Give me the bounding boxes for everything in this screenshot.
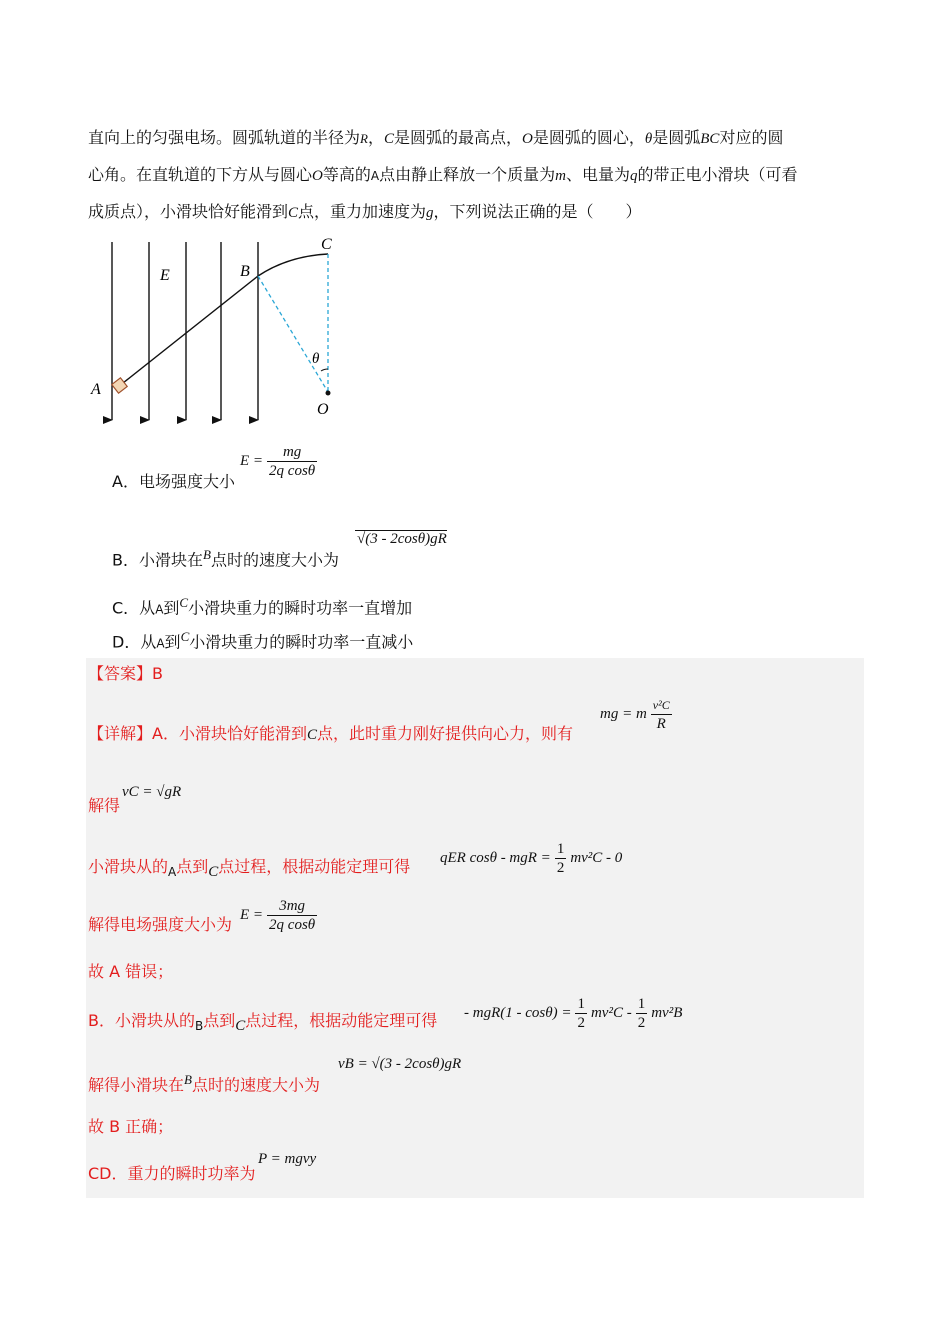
option-C[interactable]: [112, 591, 412, 621]
var-C: C: [383, 131, 394, 147]
var-O: O: [312, 168, 323, 184]
text: 到: [163, 598, 180, 618]
var-A: A: [155, 602, 164, 617]
formula-lhs: qER cosθ - mgR =: [440, 850, 551, 866]
var-B: B: [202, 547, 211, 562]
formula-1: [600, 696, 672, 733]
text: 解得电场强度大小为: [88, 915, 233, 934]
var-g: g: [426, 205, 434, 221]
numerator: 1: [637, 996, 646, 1012]
text: 直向上的匀强电场。圆弧轨道的半径为: [88, 128, 361, 147]
question-line-2: [88, 163, 797, 188]
formula-lhs: mg = m: [600, 706, 647, 722]
text: 点过程，根据动能定理可得: [245, 1011, 438, 1030]
var-C: C: [208, 864, 219, 881]
text: B．小滑块从的: [88, 1011, 195, 1030]
numerator: 3mg: [267, 897, 317, 916]
label-E: E: [160, 267, 170, 284]
option-A-label: A．电场强度大小: [112, 472, 235, 491]
var-m: m: [555, 168, 566, 184]
var-C: C: [306, 727, 317, 743]
var-B: B: [184, 1072, 192, 1087]
formula-lhs: E =: [240, 453, 264, 469]
denominator: R: [656, 716, 666, 732]
formula-4: [240, 897, 317, 934]
detail-A: [88, 722, 573, 747]
text: 点到: [176, 857, 209, 876]
formula-mid: mv²C -: [590, 1005, 632, 1021]
text: 到: [164, 632, 181, 652]
formula-rhs: mv²B: [651, 1005, 683, 1021]
formula-2: vC = √gR: [122, 784, 182, 800]
option-B-formula: √(3 - 2cosθ)gR: [357, 531, 447, 547]
fraction: [267, 443, 317, 480]
text: 小滑块重力的瞬时功率一直增加: [188, 598, 413, 618]
label-O: O: [317, 401, 329, 418]
label-theta: θ: [312, 351, 320, 367]
line-5: 故 A 错误；: [88, 962, 174, 981]
text: ，下列说法正确的是（ ）: [433, 202, 642, 221]
fraction: [267, 897, 317, 934]
detail-label: 【详解】: [88, 724, 153, 743]
text: 的带正电小滑块（可看: [637, 165, 798, 184]
text: 解得: [88, 796, 121, 815]
option-D-label: D．从: [112, 632, 157, 652]
line-4: [88, 913, 232, 937]
denominator: 2q cosθ: [269, 917, 316, 933]
label-B: B: [240, 263, 250, 280]
var-O: O: [522, 131, 533, 147]
numerator: mg: [267, 443, 317, 462]
option-B[interactable]: [112, 543, 339, 572]
var-A: A: [168, 865, 177, 880]
formula-lhs: E =: [240, 907, 264, 923]
text: 是圆弧的最高点，: [394, 128, 523, 147]
var-C: C: [180, 629, 190, 644]
text: 小滑块重力的瞬时功率一直减小: [189, 632, 414, 652]
text: 心角。在直轨道的下方从与圆心: [88, 165, 313, 184]
formula-3: [440, 840, 622, 877]
text: 是圆弧: [652, 128, 701, 147]
text: 点时的速度大小为: [210, 550, 339, 570]
formula-rhs: mv²C - 0: [570, 850, 623, 866]
text: 点过程，根据动能定理可得: [218, 857, 411, 876]
option-A-formula: [240, 443, 317, 480]
center-point: [326, 391, 331, 396]
line-7: [88, 1068, 320, 1097]
physics-diagram: [88, 232, 348, 427]
question-line-1: [88, 126, 783, 151]
text: CD．重力的瞬时功率为: [88, 1164, 256, 1183]
var-A: A: [370, 169, 380, 183]
var-C: C: [179, 595, 189, 610]
fraction: [575, 995, 587, 1032]
option-B-label: B．小滑块在: [112, 550, 203, 570]
formula-6: [464, 995, 682, 1032]
var-theta: θ: [644, 131, 653, 147]
var-R: R: [360, 131, 368, 146]
label-A: A: [91, 381, 101, 398]
denominator: 2q cosθ: [269, 463, 316, 479]
text: 解得小滑块在: [88, 1075, 185, 1095]
var-C: C: [235, 1018, 246, 1035]
fraction: [636, 995, 648, 1032]
var-A: A: [156, 636, 165, 651]
fraction: [651, 696, 672, 733]
text: 点由静止释放一个质量为: [379, 165, 556, 184]
text: A．小滑块恰好能滑到: [152, 724, 307, 743]
formula-9: P = mgvy: [258, 1151, 317, 1167]
option-A[interactable]: [112, 470, 235, 494]
text: 小滑块从的: [88, 857, 169, 876]
line-6: [88, 1009, 437, 1038]
var-B: B: [194, 1019, 204, 1034]
denominator: 2: [556, 860, 565, 876]
denominator: 2: [637, 1015, 646, 1031]
line-8: 故 B 正确；: [88, 1117, 174, 1136]
line-9: [88, 1162, 256, 1186]
text: 点，重力加速度为: [298, 202, 427, 221]
arc-track: [258, 254, 328, 276]
answer-line: 【答案】B: [88, 664, 163, 683]
text: 等高的: [322, 165, 371, 184]
radius-OB: [258, 276, 328, 392]
slider-block: [112, 378, 127, 393]
option-D[interactable]: [112, 625, 413, 655]
option-C-label: C．从: [112, 598, 156, 618]
incline-track: [118, 276, 258, 387]
numerator: v²C: [651, 696, 672, 715]
text: 是圆弧的圆心，: [532, 128, 645, 147]
text: 成质点），小滑块恰好能滑到: [88, 202, 289, 221]
text: 对应的圆: [719, 128, 784, 147]
text: 点，此时重力刚好提供向心力，则有: [316, 724, 573, 743]
solve-1: [88, 794, 120, 818]
denominator: 2: [577, 1015, 585, 1031]
text: 点时的速度大小为: [191, 1075, 320, 1095]
var-C: C: [288, 205, 299, 221]
question-line-3: [88, 200, 642, 225]
var-q: q: [629, 168, 638, 184]
text: ，: [367, 128, 384, 147]
var-BC: BC: [700, 131, 720, 147]
angle-arc: [321, 369, 328, 371]
fraction: [555, 840, 567, 877]
numerator: 1: [556, 841, 565, 857]
label-C: C: [321, 236, 332, 253]
text: 点到: [203, 1011, 236, 1030]
line-3: [88, 855, 410, 884]
text: 、电量为: [565, 165, 630, 184]
formula-lhs: - mgR(1 - cosθ) =: [464, 1005, 572, 1021]
formula-7: vB = √(3 - 2cosθ)gR: [338, 1056, 462, 1072]
numerator: 1: [577, 996, 585, 1012]
